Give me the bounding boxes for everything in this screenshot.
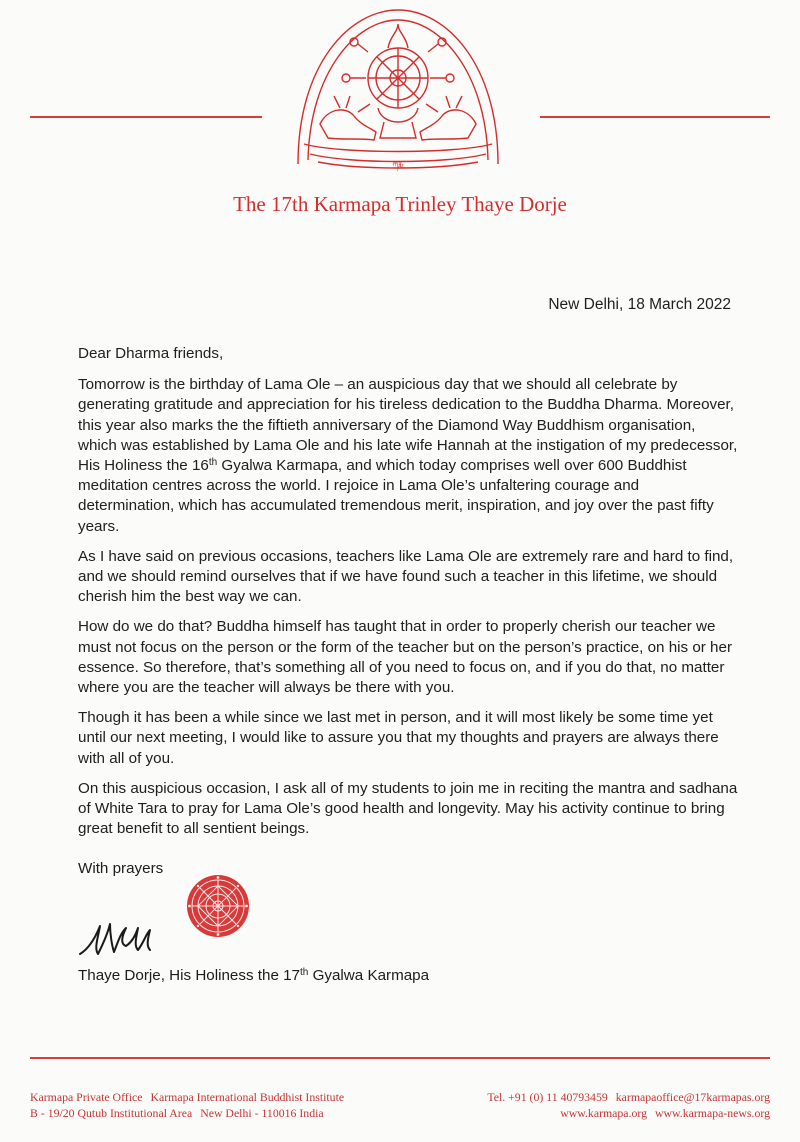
letterhead-title: The 17th Karmapa Trinley Thaye Dorje — [233, 192, 567, 216]
paragraph-4: Though it has been a while since we last met in person, and it will most likely be some time yet until our next meeting, I would like to assure you that my thoughts and prayers are always there with all of you. — [78, 709, 719, 767]
paragraph-2: As I have said on previous occasions, teachers like Lama Ole are extremely rare and hard to find, and we should remind ourselves that if we have found such a teacher in this lifetime, we should cherish him the best way we can. — [78, 547, 734, 606]
header-rule-left — [30, 116, 262, 118]
salutation: Dear Dharma friends, — [78, 345, 224, 362]
svg-text:ཀརྨ: ཀརྨ — [392, 161, 404, 170]
mandala-seal-icon — [186, 874, 250, 938]
header-rule-right — [540, 116, 770, 118]
footer-website-link[interactable]: www.karmapa.org — [560, 1106, 647, 1120]
dharma-wheel-emblem-icon — [280, 4, 516, 174]
closing: With prayers — [78, 860, 164, 877]
footer-address — [30, 1089, 344, 1121]
footer-office: Karmapa Private Office — [30, 1090, 143, 1104]
footer-phone: Tel. +91 (0) 11 40793459 — [487, 1090, 608, 1104]
signoff-text-b: Gyalwa Karmapa — [308, 967, 430, 984]
ordinal-suffix: th — [208, 457, 218, 469]
footer-contact — [487, 1089, 770, 1121]
paragraph-3: How do we do that? Buddha himself has taught that in order to properly cherish our teacher we must not focus on the person or the form of the teacher but on the person’s practice, on his or her essence. So therefore, that’s something all of you need to focus on, and if you do that, no matter where you are the teacher will always be there with you. — [78, 618, 732, 697]
handwritten-signature — [76, 912, 166, 962]
footer-city: New Delhi - 110016 India — [200, 1106, 324, 1120]
paragraph-5: On this auspicious occasion, I ask all of my students to join me in reciting the mantra and sadhana of White Tara to pray for Lama Ole’s good health and longevity. May his activity continue to bring great benefit to all sentient beings. — [78, 779, 738, 838]
footer-rule — [30, 1057, 770, 1059]
footer-email-link[interactable]: karmapaoffice@17karmapas.org — [615, 1090, 770, 1104]
paragraph-1-text-a: Tomorrow is the birthday of Lama Ole – an auspicious day that we should all celebrate by generating gratitude and appreciation for his tireless dedication to the Buddha Dharma. Moreover, this year also marks the the fiftieth anniversary of the Diamond Way Buddhism organisation, which was established by Lama Ole and his late wife Hannah at the instigation of my predecessor, His Holiness the 16 — [78, 376, 738, 475]
paragraph-1-text-b: Gyalwa Karmapa, and which today comprises well over 600 Buddhist meditation centres across the world. I rejoice in Lama Ole’s unfaltering courage and determination, which has accumulated tremendous merit, inspiration, and joy over the past fifty years. — [78, 457, 714, 535]
footer-news-link[interactable]: www.karmapa-news.org — [655, 1106, 770, 1120]
ordinal-suffix: th — [300, 967, 309, 978]
footer-institute: Karmapa International Buddhist Institute — [150, 1090, 345, 1104]
letter-date: New Delhi, 18 March 2022 — [548, 296, 731, 313]
signoff — [78, 967, 429, 984]
signoff-text-a: Thaye Dorje, His Holiness the 17 — [78, 967, 301, 984]
footer-address-line: B - 19/20 Qutub Institutional Area — [30, 1106, 193, 1120]
letter-body — [78, 344, 738, 849]
paragraph-1 — [78, 375, 738, 537]
